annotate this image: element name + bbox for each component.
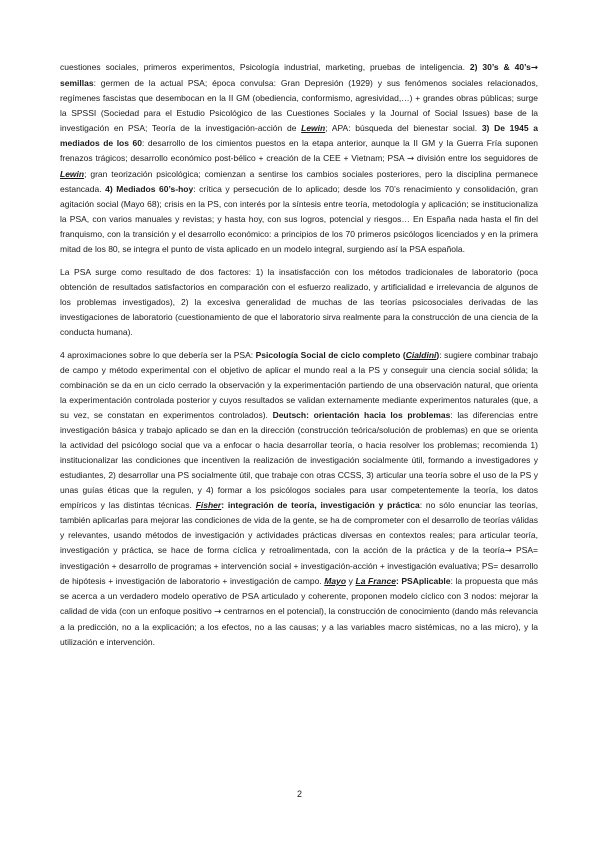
text-span: división entre los seguidores de xyxy=(414,153,538,163)
approach-cialdini-heading: Psicología Social de ciclo completo ( xyxy=(255,350,406,360)
text-span: centrarnos en el potencial), la construcción de conocimiento (dando más relevancia a la predicción, no a la explicación; a los efectos, no a las causas; y a las variables macro sistémicas, no a las micro), y la utilización e intervención. xyxy=(60,606,538,647)
author-mayo: Mayo xyxy=(324,576,347,586)
text-span: La PSA surge como resultado de dos factores: 1) la insatisfacción con los métodos tradicionales de laboratorio (poca obtención de resultados satisfactorios en comparación con el esfuerzo realizado, y artificialidad e irrelevancia de algunos de los problemas investigados), 2) la excesiva generalidad de muchas de las teorías psicosociales derivadas de las investigaciones de laboratorio (cuestionamiento de que el laboratorio sirva realmente para la construcción de una ciencia de la conducta humana). xyxy=(60,267,538,337)
text-span: y xyxy=(346,576,356,586)
approach-fisher-heading: : integración de teoría, investigación y práctica xyxy=(221,500,420,510)
period-3-heading: 3) De 1945 a mediados de los 60 xyxy=(60,123,538,148)
paragraph-approaches xyxy=(60,348,538,650)
author-lewin: Lewin xyxy=(301,123,326,133)
text-span: PSA= investigación + desarrollo de programas + intervención social + investigación-acción + investigación evaluativa; PS= desarrollo de hipótesis + investigación de laboratorio + investigación de campo. xyxy=(60,545,538,586)
period-4-heading: 4) Mediados 60’s-hoy xyxy=(105,184,194,194)
document-body xyxy=(60,60,538,658)
text-span: ; gran teorización psicológica; comienzan a sentirse los cambios sociales posteriores, pero la disciplina permanece estancada. xyxy=(60,169,538,194)
period-2-heading: 2) 30’s & 40’s xyxy=(469,62,531,72)
text-span: : desarrollo de los cimientos puestos en la etapa anterior, aunque la II GM y la Guerra Fría suponen frenazos trágicos; desarrollo económico post-bélico + creación de la CEE + Vietnam; PSA xyxy=(60,138,538,163)
paragraph-history xyxy=(60,60,538,257)
text-span: : no sólo enunciar las teorías, también aplicarlas para mejorar las condiciones de vida de la gente, se ha de comprometer con el desarrollo de teorías válidas y relevantes, usando métodos de investigación y actividades prácticas diversas en contextos reales; para articular teoría, investigación y práctica, se hace de forma cíclica y retroalimentada, con la acción de la práctica y de la teoría xyxy=(60,500,538,555)
text-span: ; APA: búsqueda del bienestar social. xyxy=(325,123,482,133)
text-span: 4 aproximaciones sobre lo que debería ser la PSA: xyxy=(60,350,256,360)
author-lewin: Lewin xyxy=(60,169,85,179)
text-span: : germen de la actual PSA; época convulsa: Gran Depresión (1929) y sus fenómenos sociales relacionados, regímenes fascistas que desembocan en la II GM (obediencia, conformismo, agresividad,…) + grandes obras públicas; surge la SPSSI (Sociedad para el Estudio Psicológico de las Cuestiones Sociales y la Journal of Social Issues) base de la investigación en PSA; Teoría de la investigación-acción de xyxy=(60,78,538,133)
arrow-icon: → xyxy=(530,63,538,73)
arrow-icon: → xyxy=(214,607,222,617)
author-cialdini: Cialdini xyxy=(405,350,437,360)
text-span: ) xyxy=(436,350,440,360)
text-span: : la propuesta que más se acerca a un verdadero modelo operativo de PSA articulado y coherente, proponen modelo cíclico con 3 nodos: mejorar la calidad de vida (con un enfoque positivo xyxy=(60,576,538,616)
text-span: cuestiones sociales, primeros experimentos, Psicología industrial, marketing, pruebas de inteligencia. xyxy=(60,62,470,72)
approach-psaplicable-heading: : PSAplicable xyxy=(395,576,451,586)
approach-deutsch-heading: Deutsch: orientación hacia los problemas xyxy=(272,410,451,420)
page-number: 2 xyxy=(296,789,302,799)
author-fisher: Fisher xyxy=(195,500,222,510)
period-2-label: semillas xyxy=(60,78,94,88)
text-span: : las diferencias entre investigación básica y trabajo aplicado se dan en la dirección (construcción teórica/solución de problemas) en que se orienta la actividad del psicólogo social que va a enfocar o hacia desarrollar teoría, o hacia resolver los problemas; recomienda 1) institucionalizar las condiciones que incentiven la realización de investigación socialmente útil, formando a investigadores y estudiantes, 2) desarrollar una PS socialmente útil, que trabaje con otras CCSS, 3) articular una teoría sobre el uso de la PS y unas guías éticas que la regulen, y 4) formar a los psicólogos sociales para usar competentemente la teoría, los datos empíricos y las distintas técnicas. xyxy=(60,410,538,510)
text-span: : crítica y persecución de lo aplicado; desde los 70’s renacimiento y consolidación, gran agitación social (Mayo 68); crisis en la PS, con interés por la síntesis entre teoría, metodología y aplicación; se institucionaliza la PSA, con varios manuales y revistas; y hasta hoy, con sus logros, potencial y riesgos… En España nada hasta el fin del franquismo, con la transición y el desarrollo económico: a principios de los 70 primeros psicólogos licenciados y en la primera mitad de los 80, se integra el punto de vista aplicado en un modelo integral, surgiendo así la PSA española. xyxy=(60,184,539,254)
arrow-icon: → xyxy=(504,546,512,556)
author-la-france: La France xyxy=(355,576,396,586)
paragraph-origins xyxy=(60,265,538,340)
text-span: : sugiere combinar trabajo de campo y método experimental con el objetivo de aplicar el mundo real a la PS y conseguir una ciencia social sólida; la combinación se da en un ciclo cerrado la observación y la experimentación partiendo de una observación natural, que orienta la experimentación controlada posterior y cuyos resultados se validan externamente mediante experimentos naturales (que, a su vez, se constatan en experimentos controlados). xyxy=(60,350,538,420)
arrow-icon: → xyxy=(406,154,415,164)
